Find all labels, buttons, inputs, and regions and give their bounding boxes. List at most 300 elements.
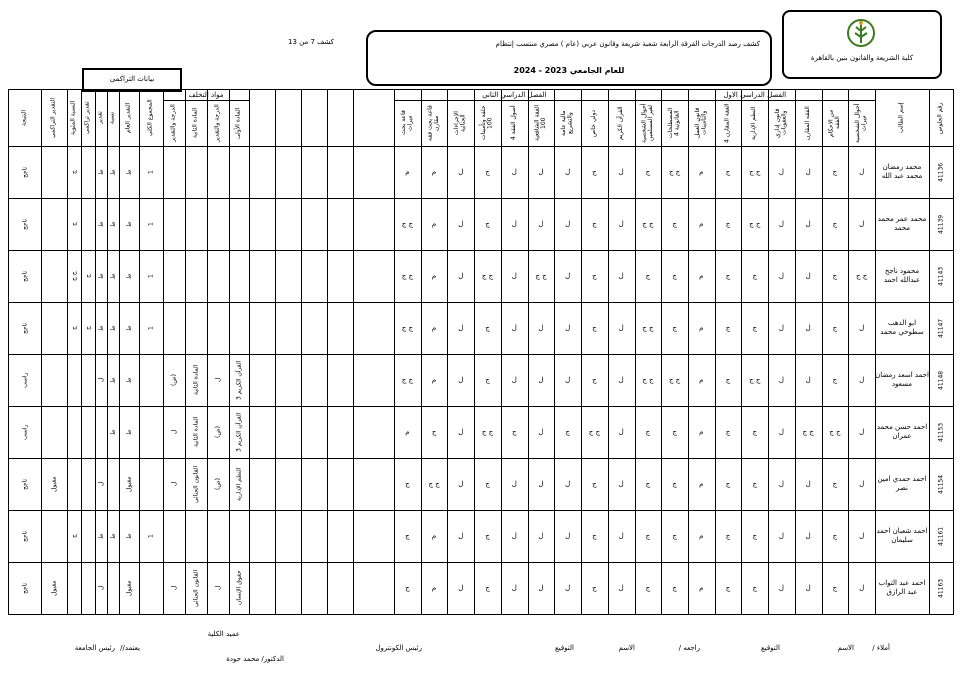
grade-cell: ج ج: [401, 272, 413, 280]
grade-cell: ل: [618, 168, 624, 176]
grade-cell: ل: [859, 584, 865, 592]
college-logo-box: [782, 10, 942, 79]
carry-cell: القانون الجنائي: [192, 465, 200, 503]
summary-cell: [81, 198, 95, 250]
grade-cell: ج: [645, 532, 651, 540]
grade-cell: ل: [805, 480, 811, 488]
grade-cell: ج: [832, 168, 838, 176]
summary-cell: ط: [125, 325, 133, 331]
term1-subject-header: أحوال الشخصية ميراث: [853, 103, 868, 143]
summary-cell: [67, 458, 81, 510]
carry-cell: (ض): [214, 426, 222, 438]
term1-subject-header: الفقة المقارن 4: [723, 103, 731, 143]
term1-subject-header: الفقة الشافعية 100: [533, 104, 547, 142]
summary-cell: [41, 510, 67, 562]
column-divider: [353, 90, 354, 614]
grade-cell: ج ج: [749, 376, 761, 384]
grade-cell: ج: [672, 428, 677, 436]
grade-cell: ج: [485, 376, 490, 384]
grade-cell: ل: [538, 584, 544, 592]
student-name: ابو الدهب سطوحي محمد: [880, 318, 924, 336]
seat-number: 41163: [937, 578, 945, 598]
grade-cell: ج: [725, 220, 731, 228]
summary-cell: ط: [97, 325, 105, 331]
summary-cell: [81, 146, 95, 198]
grade-cell: ج: [725, 584, 731, 592]
term1-subject-header: حلقة وتأمينات 100: [479, 105, 494, 141]
summary-cell: ج: [70, 222, 78, 226]
summary-cell: [41, 406, 67, 458]
term1-subject-header: الإجراءات الجنائية: [452, 111, 467, 135]
summary-header: التقدير العام: [124, 102, 132, 134]
grade-cell: ج ج: [642, 324, 654, 332]
grade-cell: ج: [672, 324, 677, 332]
grade-cell: ج ج: [401, 376, 413, 384]
grade-cell: م: [699, 376, 704, 384]
dictation-label: أملاء /: [872, 644, 890, 652]
grade-cell: ل: [618, 532, 624, 540]
summary-cell: ط: [109, 533, 117, 539]
grade-cell: ج: [672, 480, 677, 488]
summary-cell: راسب: [21, 372, 29, 388]
grade-cell: ل: [458, 324, 464, 332]
summary-cell: ط: [125, 169, 133, 175]
grade-cell: م: [431, 532, 437, 540]
grade-cell: ل: [618, 480, 624, 488]
carry-cell: ل: [170, 481, 178, 487]
grade-cell: م: [699, 428, 704, 436]
seat-number: 41153: [937, 422, 945, 442]
grade-cell: ل: [859, 480, 865, 488]
summary-cell: ناجح: [21, 530, 29, 542]
term1-group-header: الفصل الدراسي الاول: [723, 91, 787, 99]
carry-cell: [185, 198, 207, 250]
carry-cell: [163, 146, 185, 198]
grade-cell: ل: [859, 324, 865, 332]
grade-cell: ج: [832, 584, 838, 592]
carry-cell: [229, 146, 249, 198]
summary-cell: [41, 250, 67, 302]
summary-cell: [139, 406, 163, 458]
carry-subject-header: المادة الثانية: [191, 107, 199, 139]
grade-cell: ل: [859, 220, 865, 228]
carry-cell: [207, 510, 229, 562]
summary-cell: ل: [97, 585, 105, 591]
grade-cell: ل: [805, 324, 811, 332]
grade-cell: ل: [511, 272, 517, 280]
grade-cell: م: [699, 324, 704, 332]
summary-cell: [81, 406, 95, 458]
carry-cell: (ض): [170, 374, 178, 386]
student-name: احمد حمدي امين نصر: [877, 474, 927, 492]
summary-header: النسبة المئوية: [69, 100, 77, 136]
dean-name: الدكتور/ محمد جودة: [226, 655, 284, 663]
summary-cell: [41, 354, 67, 406]
grade-cell: ل: [778, 220, 785, 228]
grade-cell: ل: [778, 324, 785, 332]
grade-cell: ل: [618, 428, 624, 436]
report-title: كشف رصد الدرجات الفرقة الرابعة شعبة شريعة وقانون عربي (عام ) مصري منتسب إنتظام: [495, 40, 760, 48]
grade-cell: ج: [592, 376, 597, 384]
carry-subjects-group-header: مواد التخلف: [188, 91, 224, 99]
grade-cell: ج: [485, 324, 490, 332]
grade-cell: ج ج: [668, 376, 681, 384]
column-divider: [275, 90, 276, 614]
summary-header: المجموع الكلي: [146, 99, 154, 137]
carry-cell: [207, 302, 229, 354]
grade-cell: ل: [511, 532, 517, 540]
summary-cell: ط: [97, 533, 105, 539]
grade-cell: ل: [511, 480, 517, 488]
seat-number: 41136: [937, 162, 945, 182]
seat-number: 41154: [937, 474, 945, 494]
term1-subject-header: المصطلحات القانونية 4: [666, 107, 681, 139]
grade-cell: ج: [485, 584, 490, 592]
grade-cell: ل: [538, 480, 544, 488]
carry-cell: [163, 198, 185, 250]
student-name: احمد شعبان احمد سليمان: [876, 526, 928, 544]
title-box: [366, 30, 772, 86]
grade-cell: ل: [565, 376, 571, 384]
grade-cell: ج: [592, 584, 597, 592]
summary-cell: 1: [147, 170, 155, 174]
summary-cell: ط: [109, 221, 117, 227]
grade-cell: ل: [538, 428, 544, 436]
grade-cell: ل: [458, 168, 464, 176]
grade-cell: م: [405, 168, 410, 176]
summary-cell: ط: [109, 273, 117, 279]
grade-cell: ل: [778, 428, 785, 436]
grade-cell: ج: [752, 480, 757, 488]
grade-cell: م: [699, 168, 704, 176]
grade-cell: ج: [405, 584, 410, 592]
carry-cell: [229, 198, 249, 250]
grade-cell: ج: [645, 168, 651, 176]
term1-subject-header: مالية عامة والتشريع: [559, 110, 574, 136]
student-name: محمد عمر محمد محمد: [877, 214, 927, 232]
grade-cell: ج: [431, 428, 437, 436]
grade-cell: ج: [832, 220, 838, 228]
grade-cell: م: [699, 480, 704, 488]
name-label-2: الاسم: [618, 644, 635, 652]
grade-cell: ج ج: [855, 272, 868, 280]
summary-cell: مقبول: [125, 476, 133, 492]
student-name-header: إسم الطالب: [897, 102, 905, 134]
carry-cell: [207, 250, 229, 302]
summary-cell: [139, 458, 163, 510]
summary-header: النتيجة: [20, 109, 28, 127]
carry-cell: [229, 250, 249, 302]
carry-cell: [229, 510, 249, 562]
grade-cell: م: [431, 220, 437, 228]
summary-header: نسبة: [108, 111, 116, 125]
grade-cell: م: [431, 272, 437, 280]
carry-subject-header: المادة الأولى: [234, 107, 242, 139]
grade-cell: ل: [565, 532, 571, 540]
carry-cell: ل: [170, 429, 178, 435]
term1-subject-header: أحوال الشخصية لغير المسلمين: [640, 103, 654, 143]
grade-cell: ل: [778, 584, 785, 592]
grade-cell: ج: [645, 272, 651, 280]
seat-number: 41143: [937, 266, 945, 286]
grade-cell: ج: [485, 532, 490, 540]
grade-cell: ل: [859, 428, 865, 436]
grade-cell: ج: [592, 532, 597, 540]
summary-cell: ج: [70, 326, 78, 330]
grade-cell: ج ج: [401, 324, 413, 332]
summary-cell: ج: [70, 534, 78, 538]
grade-cell: ل: [859, 376, 865, 384]
seat-number: 41139: [937, 214, 945, 234]
student-name: محمد رمضان محمد عبد الله: [881, 162, 923, 180]
grade-cell: ل: [805, 376, 811, 384]
grade-cell: ج ج: [802, 428, 814, 436]
carry-cell: المادة الثانية: [192, 416, 200, 448]
grade-cell: ج: [832, 272, 838, 280]
carry-subject-header: الدرجة والتقدير: [213, 104, 221, 142]
grade-cell: ل: [565, 584, 571, 592]
grade-cell: ج: [725, 168, 731, 176]
grade-cell: ج: [485, 220, 490, 228]
summary-cell: ط: [97, 273, 105, 279]
grade-cell: م: [699, 532, 704, 540]
summary-cell: [41, 146, 67, 198]
term1-subject-header: الفقه المقارن: [804, 106, 812, 140]
grade-cell: ج: [645, 480, 651, 488]
seat-number: 41161: [937, 526, 945, 546]
control-head-label: رئيس الكونترول: [375, 644, 422, 652]
summary-cell: [81, 354, 95, 406]
grade-cell: ج: [752, 272, 757, 280]
term2-group-header: الفصل الدراسي الثاني: [482, 91, 547, 99]
grade-cell: ج: [592, 324, 597, 332]
summary-cell: ل: [97, 481, 105, 487]
carry-cell: ل: [214, 585, 222, 591]
column-divider: [249, 90, 250, 614]
term1-subject-header: قانون العمل والتأمينات: [693, 107, 708, 139]
term1-subject-header: قاعة بحث ميراث: [399, 110, 414, 136]
carry-cell: [185, 510, 207, 562]
grade-cell: ج: [672, 220, 677, 228]
summary-cell: ط: [109, 429, 117, 435]
summary-header: تقدير: [96, 111, 104, 125]
approved-label: يعتمد//: [120, 644, 140, 652]
summary-cell: ناجح: [21, 218, 29, 230]
grade-cell: ل: [458, 272, 464, 280]
group-header-divider: [394, 100, 875, 101]
summary-cell: 1: [147, 222, 155, 226]
grade-cell: ج: [725, 532, 731, 540]
summary-cell: [139, 562, 163, 614]
summary-cell: راسب: [21, 424, 29, 440]
grade-cell: ل: [805, 168, 811, 176]
carry-subject-header: الدرجة والتقدير: [169, 104, 177, 142]
summary-cell: [41, 302, 67, 354]
column-divider: [301, 90, 302, 614]
university-president-label: رئيس الجامعة: [74, 644, 115, 652]
grade-cell: ج: [672, 272, 677, 280]
summary-cell: ط: [97, 221, 105, 227]
grade-cell: ل: [565, 220, 571, 228]
carry-cell: ل: [214, 377, 222, 383]
grade-cell: ج: [725, 272, 731, 280]
summary-cell: [67, 406, 81, 458]
summary-cell: ط: [125, 273, 133, 279]
carry-cell: (ض): [214, 478, 222, 490]
grades-table: [8, 89, 954, 615]
grade-cell: ل: [805, 220, 811, 228]
grade-cell: ل: [511, 168, 517, 176]
summary-cell: مقبول: [125, 580, 133, 596]
grade-cell: ل: [859, 532, 865, 540]
grade-cell: ل: [805, 584, 811, 592]
grade-cell: ج: [592, 480, 597, 488]
summary-cell: ناجح: [21, 166, 29, 178]
grade-cell: ج ج: [428, 480, 440, 488]
grade-cell: ل: [805, 532, 811, 540]
grade-cell: ل: [618, 376, 624, 384]
grade-cell: ج ج: [642, 220, 654, 228]
carry-cell: [185, 146, 207, 198]
grade-cell: ل: [778, 480, 785, 488]
grade-cell: ل: [859, 168, 865, 176]
term1-subject-header: القرآن الكريم: [617, 106, 625, 140]
summary-cell: [67, 562, 81, 614]
grade-cell: ج ج: [588, 428, 601, 436]
grade-cell: ل: [538, 220, 544, 228]
carry-cell: [163, 302, 185, 354]
grade-cell: ج: [725, 376, 731, 384]
student-name: محمود ناجح عبدالله احمد: [883, 266, 921, 284]
carry-cell: النظم الإدارية: [235, 467, 243, 501]
term1-subject-header: النظم الإدارية: [750, 106, 758, 140]
summary-cell: ط: [125, 221, 133, 227]
grade-cell: ج: [752, 428, 757, 436]
grade-cell: ج: [725, 324, 731, 332]
carry-cell: [163, 250, 185, 302]
grade-cell: ل: [565, 272, 571, 280]
grade-cell: م: [431, 584, 437, 592]
student-name: احمد عبد التواب عبد الرازق: [878, 578, 926, 596]
grade-cell: ل: [538, 168, 544, 176]
seat-number-header: رقم الجلوس: [936, 102, 944, 134]
summary-cell: [107, 562, 119, 614]
signature-label-2: التوقيع: [555, 644, 574, 652]
summary-cell: ج ج: [70, 271, 78, 281]
student-name: احمد حسن محمد عمران: [876, 422, 928, 440]
dean-title: عميد الكلية: [207, 630, 240, 638]
grade-cell: ج ج: [642, 376, 654, 384]
grade-cell: ج: [645, 584, 651, 592]
grade-cell: ل: [458, 428, 464, 436]
grade-cell: ج: [485, 480, 490, 488]
group-header-divider: [163, 100, 249, 101]
carry-cell: حقوق الإنسان: [235, 570, 243, 606]
grade-cell: ج: [592, 220, 597, 228]
grade-cell: ج ج: [829, 428, 841, 436]
summary-cell: 1: [147, 274, 155, 278]
grade-cell: م: [699, 584, 704, 592]
grade-cell: ج: [405, 532, 410, 540]
grade-cell: ج: [592, 168, 597, 176]
college-name: كلية الشريعة والقانون بنين بالقاهرة: [810, 54, 914, 62]
grade-cell: ل: [458, 532, 464, 540]
grade-cell: ل: [778, 272, 785, 280]
grade-cell: ج: [832, 480, 838, 488]
grade-cell: ج ج: [401, 220, 413, 228]
grade-cell: ج ج: [481, 272, 494, 280]
carry-cell: القرآن الكريم 3: [235, 360, 243, 400]
academic-year: للعام الجامعي 2023 - 2024: [513, 66, 625, 75]
grade-cell: ل: [458, 584, 464, 592]
summary-cell: [107, 458, 119, 510]
grade-cell: ل: [565, 480, 571, 488]
summary-cell: مقبول: [50, 580, 58, 596]
summary-cell: مقبول: [50, 476, 58, 492]
carry-cell: [185, 250, 207, 302]
column-divider: [327, 90, 328, 614]
grade-cell: ج: [645, 428, 651, 436]
summary-cell: ط: [125, 429, 133, 435]
summary-cell: [95, 406, 107, 458]
summary-cell: ناجح: [21, 270, 29, 282]
summary-cell: [67, 354, 81, 406]
seat-number: 41147: [937, 318, 945, 338]
seat-number: 41148: [937, 370, 945, 390]
term1-subject-header: قاعة بحث فقه مقارن: [426, 105, 440, 141]
summary-cell: ط: [109, 169, 117, 175]
grade-cell: م: [699, 272, 704, 280]
summary-cell: [139, 354, 163, 406]
grade-cell: ل: [511, 220, 517, 228]
grade-cell: ج: [832, 376, 838, 384]
reviewed-label: راجعه /: [678, 644, 700, 652]
grade-cell: ل: [458, 220, 464, 228]
grade-cell: ج ج: [749, 168, 761, 176]
carry-cell: المادة الثانية: [192, 364, 200, 396]
grade-cell: ل: [805, 272, 811, 280]
grade-cell: ج ج: [749, 220, 761, 228]
summary-cell: 1: [147, 326, 155, 330]
summary-cell: ط: [125, 533, 133, 539]
summary-cell: ناجح: [21, 478, 29, 490]
summary-cell: ناجح: [21, 322, 29, 334]
grade-cell: ج: [752, 324, 757, 332]
grade-cell: ج: [725, 480, 731, 488]
college-logo-icon: [846, 18, 876, 48]
term1-subject-header: دولي خاص: [590, 109, 598, 137]
grade-cell: ل: [458, 376, 464, 384]
summary-cell: [41, 198, 67, 250]
grade-cell: ل: [538, 532, 544, 540]
grade-cell: ل: [538, 376, 544, 384]
summary-cell: ج: [84, 326, 92, 330]
grade-cell: ل: [565, 324, 571, 332]
summary-header: التقدير التراكمي: [49, 98, 57, 138]
carry-cell: القرآن الكريم 3: [235, 412, 243, 452]
term1-subject-header: من الاحكام الفقه: [827, 109, 841, 137]
grade-cell: ج: [565, 428, 570, 436]
carry-cell: [207, 146, 229, 198]
summary-cell: ط: [109, 377, 117, 383]
grade-cell: ج: [485, 168, 490, 176]
grade-cell: ل: [618, 272, 624, 280]
summary-header: تقدير تراكمي: [83, 101, 91, 135]
summary-cell: ل: [97, 377, 105, 383]
summary-cell: [81, 510, 95, 562]
grade-cell: ج: [832, 324, 838, 332]
grade-cell: ج ج: [481, 428, 494, 436]
